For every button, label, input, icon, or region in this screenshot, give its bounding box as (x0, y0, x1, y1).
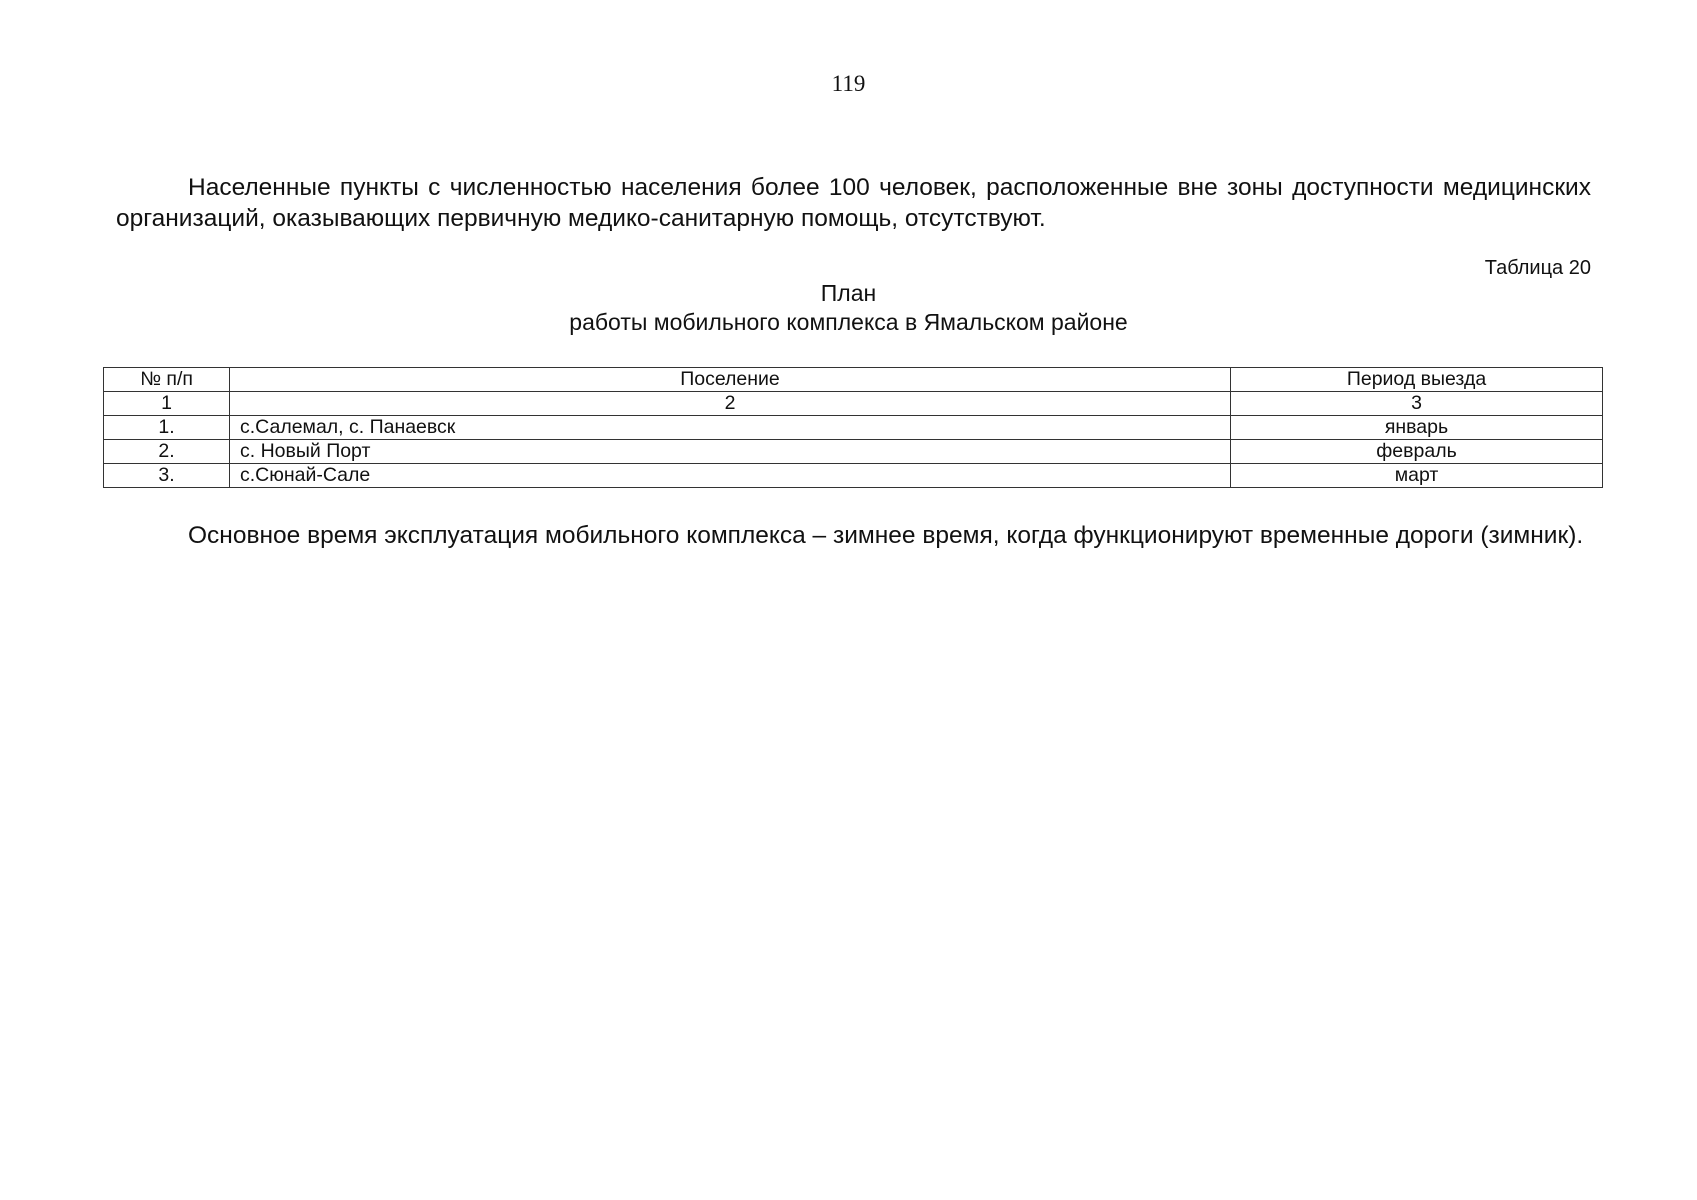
settlement-cell: с.Салемал, с. Панаевск (230, 416, 1231, 440)
table-label: Таблица 20 (1484, 257, 1591, 279)
period-cell: январь (1231, 416, 1603, 440)
period-cell: март (1231, 464, 1603, 488)
settlement-cell: с. Новый Порт (230, 440, 1231, 464)
header-number: № п/п (104, 368, 230, 392)
table-row (104, 464, 1603, 488)
period-cell: февраль (1231, 440, 1603, 464)
column-number: 1 (104, 392, 230, 416)
table-header-row (104, 368, 1603, 392)
mobile-complex-schedule-table (103, 367, 1603, 488)
column-number: 2 (230, 392, 1231, 416)
conclusion-paragraph: Основное время эксплуатация мобильного комплекса – зимнее время, когда функционируют временные дороги (зимник). (188, 522, 1584, 549)
header-period: Период выезда (1231, 368, 1603, 392)
row-number: 3. (104, 464, 230, 488)
intro-paragraph: Населенные пункты с численностью населения более 100 человек, расположенные вне зоны доступности медицинских организаций, оказывающих первичную медико-санитарную помощь, отсутствуют. (116, 174, 1591, 232)
row-number: 1. (104, 416, 230, 440)
row-number: 2. (104, 440, 230, 464)
table-row (104, 440, 1603, 464)
column-numbering-row (104, 392, 1603, 416)
column-number: 3 (1231, 392, 1603, 416)
table-row (104, 416, 1603, 440)
page-number: 119 (831, 71, 866, 96)
header-settlement: Поселение (230, 368, 1231, 392)
table-caption-title: План (820, 280, 877, 306)
settlement-cell: с.Сюнай-Сале (230, 464, 1231, 488)
table-caption-subtitle: работы мобильного комплекса в Ямальском районе (569, 309, 1128, 335)
